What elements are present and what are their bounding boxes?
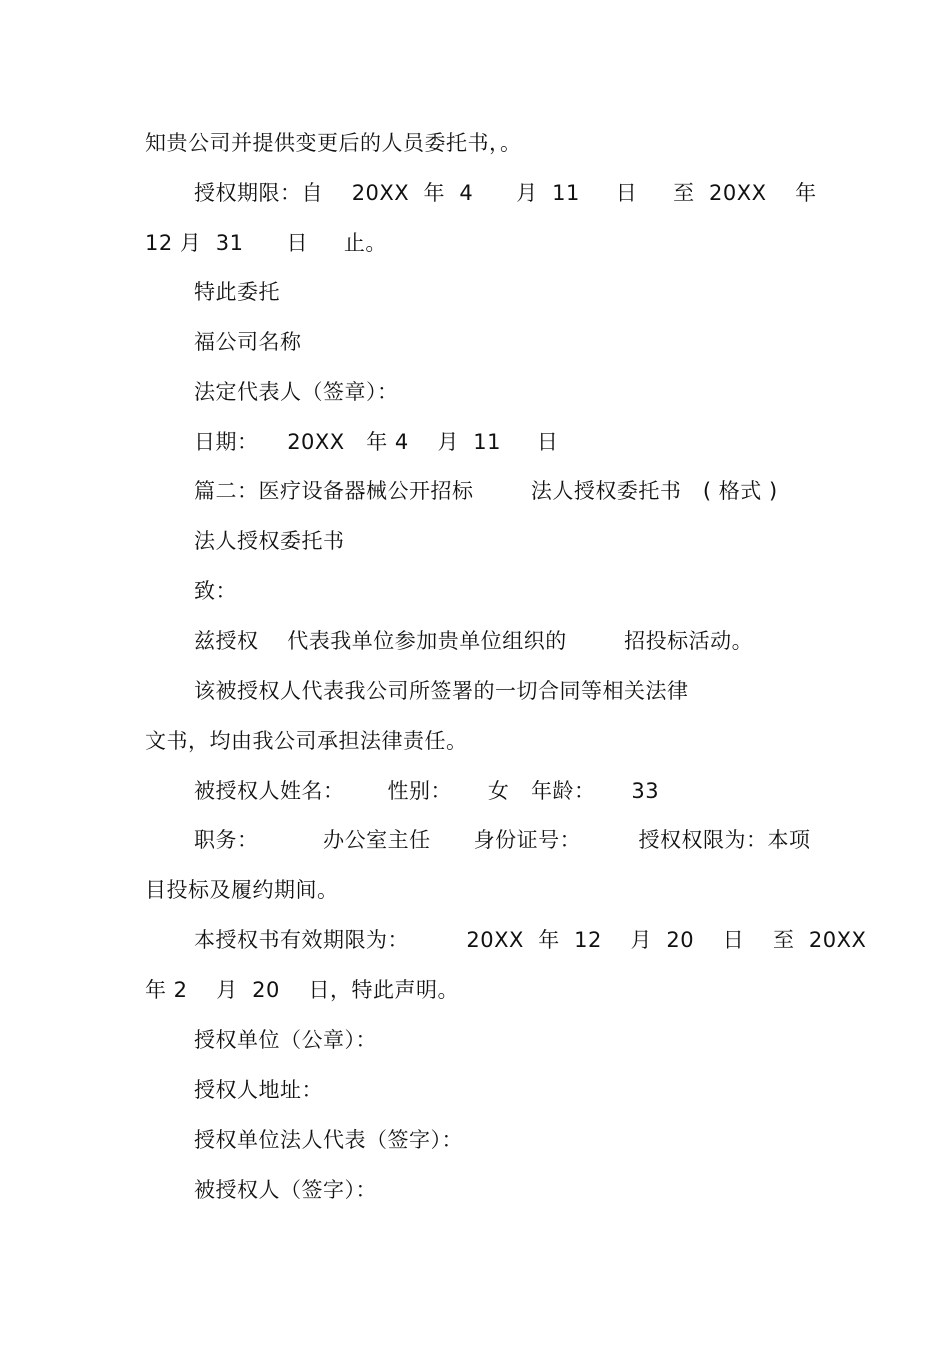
text-line: 年 2 月 20 日，特此声明。	[145, 978, 460, 1002]
text-line: 被授权人姓名： 性别： 女 年龄： 33	[194, 779, 660, 803]
text-line: 知贵公司并提供变更后的人员委托书，。	[145, 131, 522, 155]
text-line: 授权期限：自 20XX 年 4 月 11 日 至 20XX 年	[194, 181, 817, 205]
text-line: 授权人地址：	[194, 1078, 323, 1102]
text-line: 特此委托	[194, 280, 280, 304]
text-line: 12 月 31 日 止。	[145, 231, 387, 255]
text-line: 该被授权人代表我公司所签署的一切合同等相关法律	[194, 679, 689, 703]
text-line: 目投标及履约期间。	[145, 878, 339, 902]
text-line: 日期： 20XX 年 4 月 11 日	[194, 430, 559, 454]
text-line: 致：	[194, 579, 237, 603]
section-heading: 篇二：医疗设备器械公开招标 法人授权委托书 ( 格式 )	[194, 479, 778, 503]
text-line: 福公司名称	[194, 330, 302, 354]
text-line: 兹授权 代表我单位参加贵单位组织的 招投标活动。	[194, 629, 754, 653]
text-line: 本授权书有效期限为： 20XX 年 12 月 20 日 至 20XX	[194, 928, 867, 952]
text-line: 文书，均由我公司承担法律责任。	[145, 729, 468, 753]
text-line: 被授权人（签字）：	[194, 1178, 377, 1202]
text-line: 法定代表人（签章）：	[194, 380, 399, 404]
text-line: 授权单位法人代表（签字）：	[194, 1128, 463, 1152]
text-line: 授权单位（公章）：	[194, 1028, 377, 1052]
text-line: 职务： 办公室主任 身份证号： 授权权限为：本项	[194, 828, 811, 852]
document-title: 法人授权委托书	[194, 529, 345, 553]
